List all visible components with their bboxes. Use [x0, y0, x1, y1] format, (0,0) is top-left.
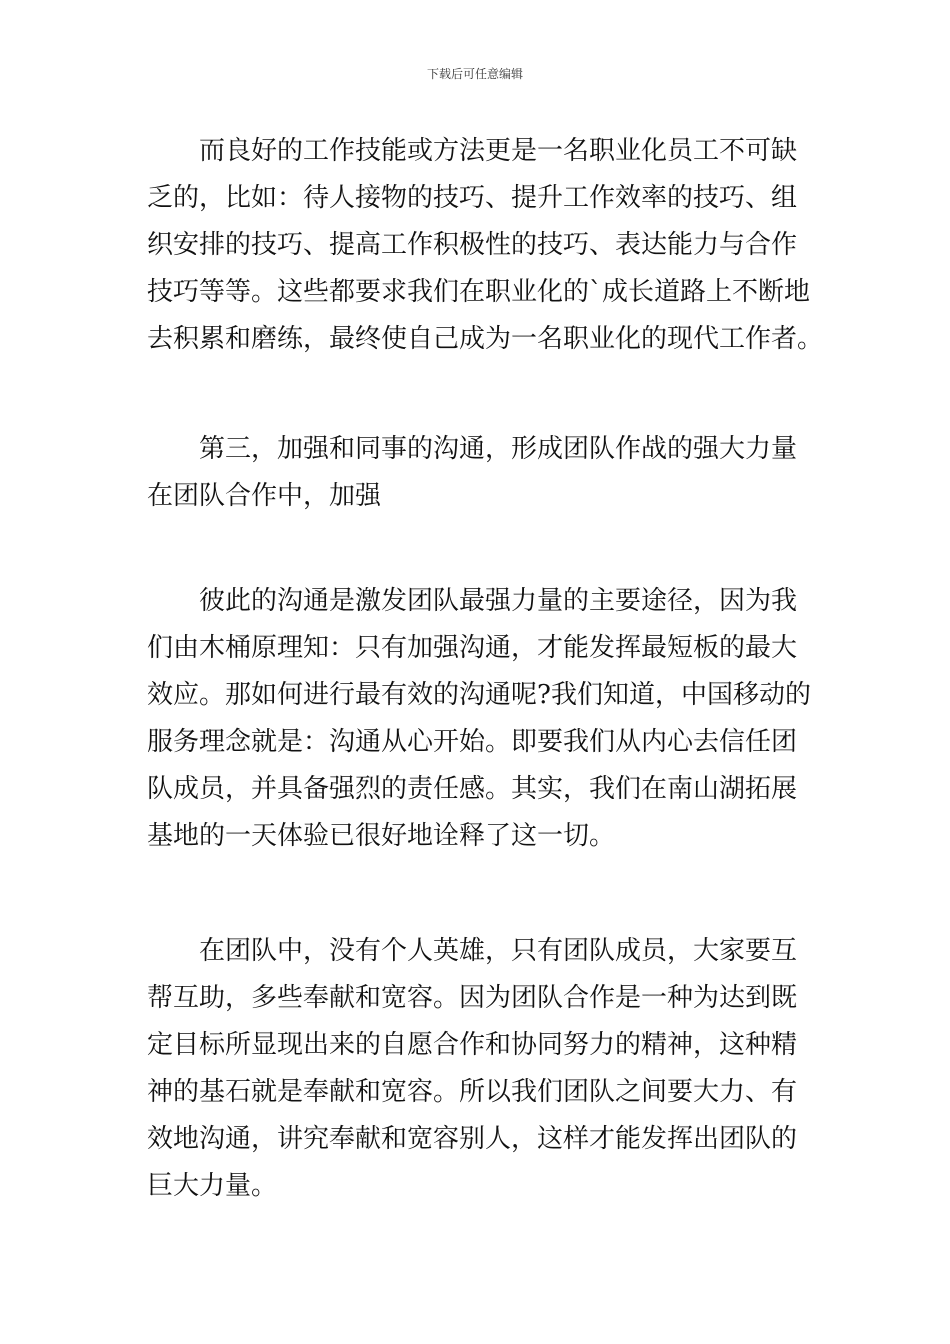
text-line: 们由木桶原理知：只有加强沟通，才能发挥最短板的最大	[147, 633, 798, 663]
text-line: 队成员，并具备强烈的责任感。其实，我们在南山湖拓展	[147, 774, 798, 804]
paragraph-teamwork	[147, 928, 807, 1210]
page-header-note: 下载后可任意编辑	[426, 67, 523, 81]
text-line: 技巧等等。这些都要求我们在职业化的`成长道路上不断地	[147, 277, 811, 307]
paragraph-work-skills	[147, 128, 824, 363]
text-line: 帮互助，多些奉献和宽容。因为团队合作是一种为达到既	[147, 983, 798, 1013]
text-line: 定目标所显现出来的自愿合作和协同努力的精神，这种精	[147, 1030, 798, 1060]
text-line: 服务理念就是：沟通从心开始。即要我们从内心去信任团	[147, 727, 798, 757]
text-line: 效应。那如何进行最有效的沟通呢?我们知道，中国移动的	[147, 680, 811, 710]
text-line: 效地沟通，讲究奉献和宽容别人，这样才能发挥出团队的	[147, 1124, 798, 1154]
text-line: 在团队合作中，加强	[147, 481, 382, 511]
text-line: 基地的一天体验已很好地诠释了这一切。	[147, 821, 616, 851]
text-line: 第三，加强和同事的沟通，形成团队作战的强大力量	[199, 434, 798, 464]
text-line: 去积累和磨练，最终使自己成为一名职业化的现代工作者。	[147, 324, 824, 354]
text-line: 巨大力量。	[147, 1171, 278, 1201]
text-line: 彼此的沟通是激发团队最强力量的主要途径，因为我	[199, 586, 798, 616]
text-line: 而良好的工作技能或方法更是一名职业化员工不可缺	[199, 136, 798, 166]
text-line: 乏的，比如：待人接物的技巧、提升工作效率的技巧、组	[147, 183, 798, 213]
text-line: 织安排的技巧、提高工作积极性的技巧、表达能力与合作	[147, 230, 798, 260]
text-line: 神的基石就是奉献和宽容。所以我们团队之间要大力、有	[147, 1077, 798, 1107]
text-line: 在团队中，没有个人英雄，只有团队成员，大家要互	[199, 936, 798, 966]
paragraph-third-point	[147, 426, 807, 520]
paragraph-communication	[147, 578, 811, 860]
